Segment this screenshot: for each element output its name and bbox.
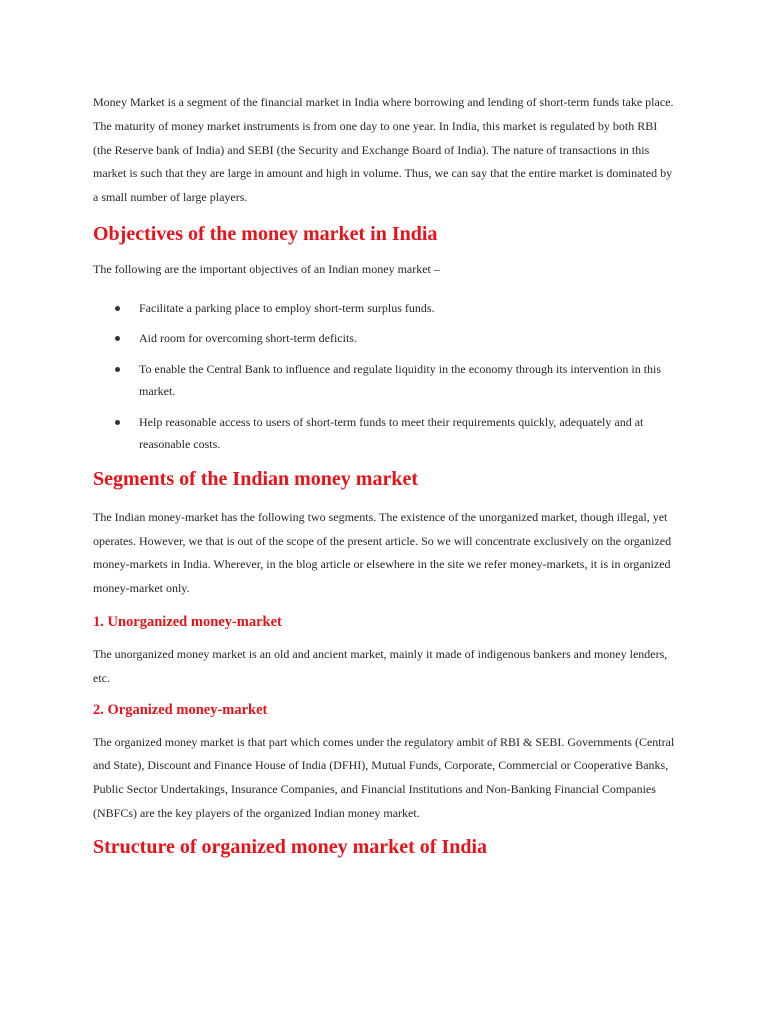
list-item [93,327,677,350]
bullet-icon [115,336,120,341]
bullet-icon [115,306,120,311]
objectives-intro: The following are the important objectives of an Indian money market – [93,261,440,276]
segments-heading: Segments of the Indian money market [93,467,418,490]
bullet-icon [115,367,120,372]
list-item [93,358,677,403]
document-body [93,91,677,860]
objectives-list [93,297,677,456]
organized-market-paragraph: The organized money market is that part which comes under the regulatory ambit of RBI & SEBI. Governments (Central and State), Discount and Finance House of India (DFHI), Mutual Funds, Corporate, Commercial or Cooperative Banks, Public Sector Undertakings, Insurance Companies, and Financial Institutions and Non-Banking Financial Companies (NBFCs) are the key players of the organized Indian money market. [93,734,675,820]
list-item-text: To enable the Central Bank to influence and regulate liquidity in the economy through its intervention in this market. [139,361,662,399]
list-item-text: Aid room for overcoming short-term deficits. [139,331,357,346]
list-item-text: Help reasonable access to users of short-term funds to meet their requirements quickly, adequately and at reasonable costs. [139,414,644,452]
list-item-text: Facilitate a parking place to employ short-term surplus funds. [139,300,435,315]
unorganized-market-paragraph: The unorganized money market is an old and ancient market, mainly it made of indigenous bankers and money lenders, etc. [93,646,668,685]
intro-paragraph: Money Market is a segment of the financial market in India where borrowing and lending of short-term funds take place. The maturity of money market instruments is from one day to one year. In India, this market is regulated by both RBI (the Reserve bank of India) and SEBI (the Security and Exchange Board of India). The nature of transactions in this market is such that they are large in amount and high in volume. Thus, we can say that the entire market is dominated by a small number of large players. [93,95,674,205]
unorganized-market-heading: 1. Unorganized money-market [93,613,282,630]
bullet-icon [115,420,120,425]
structure-heading: Structure of organized money market of India [93,835,488,858]
segments-paragraph: The Indian money-market has the following two segments. The existence of the unorganized market, though illegal, yet operates. However, we that is out of the scope of the present article. So we will concentrate exclusively on the organized money-markets in India. Wherever, in the blog article or elsewhere in the site we refer money-markets, it is in organized money-market only. [93,509,672,596]
list-item [93,297,677,320]
objectives-heading: Objectives of the money market in India [93,222,438,245]
list-item [93,411,677,456]
organized-market-heading: 2. Organized money-market [93,701,268,718]
